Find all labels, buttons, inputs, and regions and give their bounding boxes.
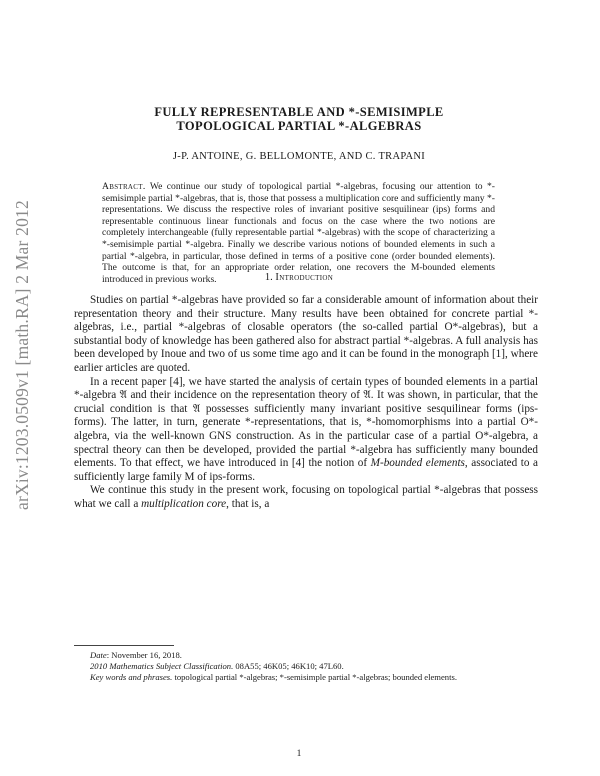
footnote-msc-label: 2010 Mathematics Subject Classification. [90, 661, 234, 672]
section-number: 1. [264, 272, 273, 283]
paper-title [58, 105, 540, 133]
arxiv-identifier-stamp: arXiv:1203.0509v1 [math.RA] 2 Mar 2012 [12, 200, 32, 510]
paragraph-3-text-a: We continue this study in the present work, focusing on topological partial *-algebras that possess what we call a [74, 484, 538, 510]
footnote-date-value: : November 16, 2018. [106, 650, 182, 660]
paper-authors: J-P. ANTOINE, G. BELLOMONTE, AND C. TRAPANI [172, 151, 426, 162]
paragraph-3-emphasis: multiplication core [141, 497, 227, 510]
paragraph-1: Studies on partial *-algebras have provided so far a considerable amount of information about their representation theory and their structure. Many results have been obtained for concrete partial *-algebras, i.e., partial *-algebras of closable operators (the so-called partial O*-algebras), but a substantial body of knowledge has been gathered also for abstract partial *-algebras. A full analysis has been developed by Inoue and two of us some time ago and it can be found in the monograph [1], where earlier articles are quoted. [74, 294, 538, 374]
paragraph-3 [74, 484, 538, 511]
paragraph-3-text-b: , that is, a [226, 497, 270, 510]
footnote-date-label: Date [90, 650, 107, 660]
section-title: Introduction [275, 272, 334, 283]
footnote-rule [74, 645, 174, 646]
footnotes [74, 650, 538, 684]
abstract-text: We continue our study of topological partial *-algebras, focusing our attention to *-semisimple partial *-algebras, that is, those that possess a multiplication core and sufficiently many *-representations. We discuss the respective roles of invariant positive sesquilinear (ips) forms and representable continuous linear functionals and focus on the case where the two notions are completely interchangeable (fully representable partial *-algebras) with the scope of characterizing a *-semisimple partial *-algebra. Finally we describe various notions of bounded elements in such a partial *-algebra, in particular, those defined in terms of a positive cone (order bounded elements). The outcome is that, for an appropriate order relation, one recovers the M-bounded elements introduced in previous works. [102, 181, 495, 285]
introduction-body [74, 294, 538, 512]
paragraph-2-emphasis: M-bounded elements [370, 457, 465, 470]
footnote-keywords [74, 672, 538, 683]
footnote-keywords-value: topological partial *-algebras; *-semisimple partial *-algebras; bounded elements. [174, 672, 457, 683]
title-line-1: FULLY REPRESENTABLE AND *-SEMISIMPLE [154, 105, 444, 119]
paragraph-2-text-a: In a recent paper [4], we have started the analysis of certain types of bounded elements in a partial *-algebra 𝔄 and their incidence on the representation theory of 𝔄. It was shown, in particular, that the crucial condition is that 𝔄 possesses sufficiently many invariant positive sesquilinear forms (ips-forms). The latter, in turn, generate *-representations, that is, *-homomorphisms into a partial O*-algebra, via the well-known GNS construction. As in the particular case of a partial O*-algebra, a spectral theory can then be developed, provided the partial *-algebra has sufficiently many bounded elements. To that effect, we have introduced in [4] the notion of [74, 375, 538, 470]
abstract-label: Abstract. [102, 181, 146, 192]
footnote-date [74, 650, 538, 661]
footnote-msc [74, 661, 538, 672]
paragraph-2 [74, 376, 538, 485]
paragraph-2-text-b: , associated to a sufficiently large family M of ips-forms. [74, 457, 538, 483]
title-line-2: TOPOLOGICAL PARTIAL *-ALGEBRAS [176, 119, 422, 133]
section-heading-introduction [58, 272, 540, 283]
abstract [102, 181, 495, 285]
page-number: 1 [296, 749, 302, 759]
footnote-keywords-label: Key words and phrases. [90, 672, 173, 683]
footnote-msc-value: 08A55; 46K05; 46K10; 47L60. [235, 661, 344, 672]
